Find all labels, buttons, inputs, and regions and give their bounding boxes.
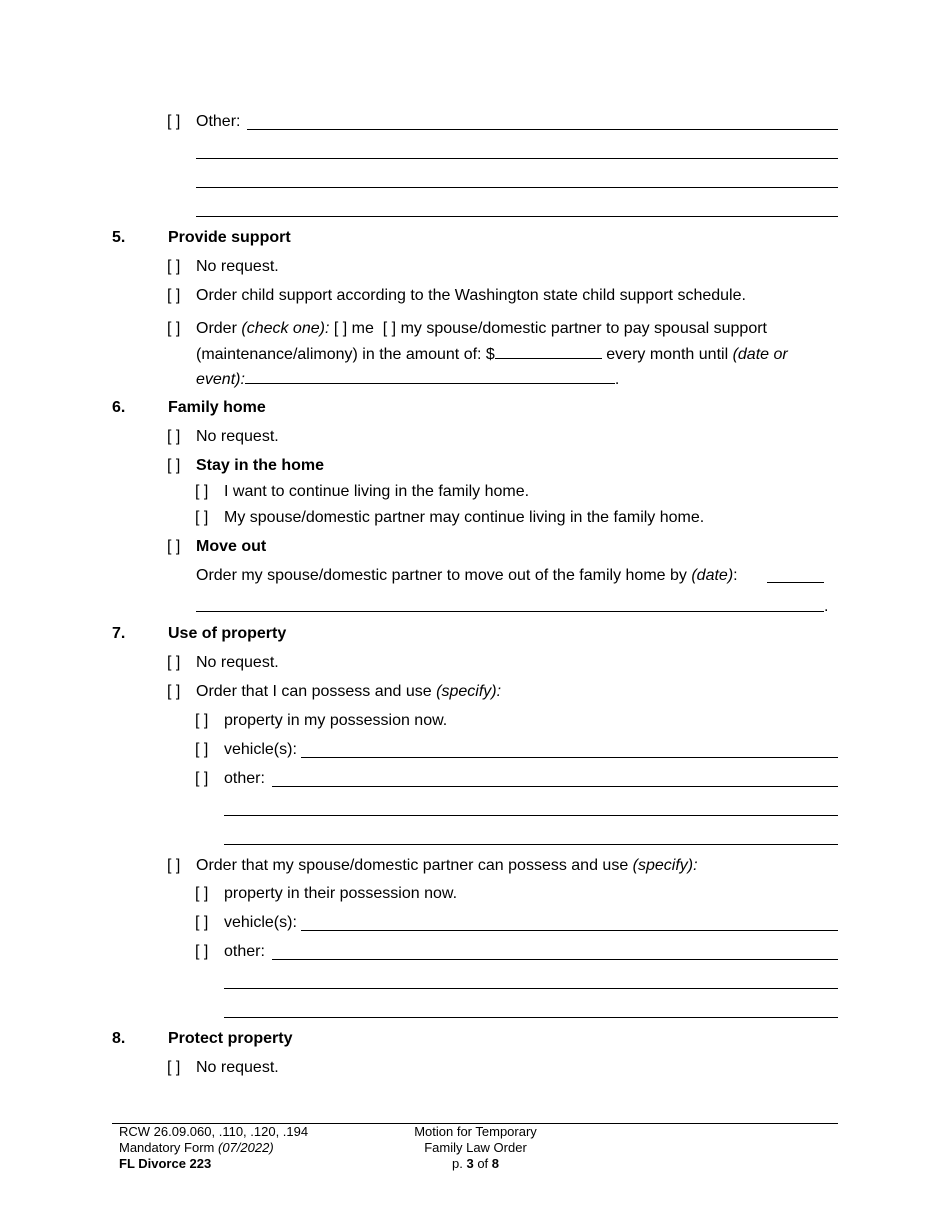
me-vehicles-field[interactable] [301, 757, 838, 758]
me-other-field-2[interactable] [224, 815, 838, 816]
date-label: (date) [691, 567, 734, 584]
me-other-field-3[interactable] [224, 844, 838, 845]
checkbox-spouse-property[interactable]: [ ] [195, 885, 209, 902]
move-out-period: . [824, 598, 829, 615]
other-label: Other: [196, 113, 241, 130]
other-line-4[interactable] [196, 216, 838, 217]
checkbox-s8-no-request[interactable]: [ ] [167, 1059, 181, 1076]
i-continue-text: I want to continue living in the family home. [224, 483, 530, 500]
checkbox-spouse-other[interactable]: [ ] [195, 943, 209, 960]
footer-title-2: Family Law Order [424, 1140, 527, 1155]
footer-form-id: FL Divorce 223 [119, 1156, 212, 1171]
me-label: me [351, 320, 374, 337]
footer-center [398, 1124, 553, 1172]
other-line-3[interactable] [196, 187, 838, 188]
order-label: Order [196, 320, 237, 337]
footer-left [119, 1124, 308, 1172]
s5-no-request: No request. [196, 258, 279, 275]
checkbox-i-continue[interactable]: [ ] [195, 483, 209, 500]
checkbox-s5-no-request[interactable]: [ ] [167, 258, 181, 275]
footer-rcw: RCW 26.09.060, .110, .120, .194 [119, 1124, 309, 1139]
spouse-vehicles-label: vehicle(s): [224, 914, 297, 931]
footer-mandatory: Mandatory Form (07/2022) [119, 1140, 274, 1155]
checkbox-s6-no-request[interactable]: [ ] [167, 428, 181, 445]
checkbox-me-other[interactable]: [ ] [195, 770, 209, 787]
checkbox-move-out[interactable]: [ ] [167, 538, 181, 555]
move-out-date-line-2[interactable] [196, 611, 824, 612]
child-support-text: Order child support according to the Washington state child support schedule. [196, 287, 746, 304]
checkbox-child-support[interactable]: [ ] [167, 287, 181, 304]
amount-field[interactable] [495, 344, 602, 359]
checkbox-spouse-possess[interactable]: [ ] [167, 857, 181, 874]
section-5-title: Provide support [168, 229, 291, 246]
checkbox-spousal-support[interactable]: [ ] [167, 320, 181, 337]
spousal-support-line2 [196, 344, 788, 364]
me-possess-line [196, 682, 501, 701]
spouse-vehicles-field[interactable] [301, 930, 838, 931]
every-month-label: every month until [606, 346, 729, 363]
checkbox-s7-no-request[interactable]: [ ] [167, 654, 181, 671]
colon: : [733, 567, 738, 584]
section-7-number: 7. [112, 625, 126, 642]
spouse-property-text: property in their possession now. [224, 885, 458, 902]
period: . [614, 371, 620, 388]
section-6-title: Family home [168, 399, 266, 416]
spouse-possess-line [196, 856, 698, 875]
spouse-possess-text: Order that my spouse/domestic partner can possess and use [196, 857, 629, 874]
me-vehicles-label: vehicle(s): [224, 741, 297, 758]
s7-no-request: No request. [196, 654, 279, 671]
checkbox-spouse-continue[interactable]: [ ] [195, 509, 209, 526]
move-out-line [196, 566, 738, 585]
check-one-label: (check one): [241, 320, 330, 337]
spouse-pay-label: my spouse/domestic partner to pay spousal support [400, 320, 767, 337]
move-out-text: Order my spouse/domestic partner to move out of the family home by [196, 567, 687, 584]
checkbox-me-property[interactable]: [ ] [195, 712, 209, 729]
checkbox-me-possess[interactable]: [ ] [167, 683, 181, 700]
me-other-label: other: [224, 770, 265, 787]
footer-page: p. 3 of 8 [451, 1156, 500, 1171]
maintenance-amount-label: (maintenance/alimony) in the amount of: $ [196, 346, 495, 363]
move-out-date-field[interactable] [767, 582, 824, 583]
me-property-text: property in my possession now. [224, 712, 448, 729]
s6-no-request: No request. [196, 428, 279, 445]
move-out-label: Move out [196, 538, 267, 555]
checkbox-me-vehicles[interactable]: [ ] [195, 741, 209, 758]
spousal-support-line3 [196, 369, 619, 389]
section-7-title: Use of property [168, 625, 287, 642]
spousal-support-line1 [196, 319, 767, 338]
section-8-number: 8. [112, 1030, 126, 1047]
me-other-field-1[interactable] [272, 786, 838, 787]
checkbox-spouse-pay[interactable]: [ ] [382, 320, 397, 337]
date-or-label: (date or [732, 346, 788, 363]
other-line-2[interactable] [196, 158, 838, 159]
section-6-number: 6. [112, 399, 126, 416]
specify-label: (specify): [436, 683, 502, 700]
date-event-field[interactable] [245, 369, 615, 384]
footer-title-1: Motion for Temporary [414, 1124, 537, 1139]
section-5-number: 5. [112, 229, 126, 246]
me-possess-text: Order that I can possess and use [196, 683, 432, 700]
other-line-1[interactable] [247, 129, 838, 130]
spouse-continue-text: My spouse/domestic partner may continue living in the family home. [224, 509, 705, 526]
checkbox-stay-home[interactable]: [ ] [167, 457, 181, 474]
specify-label-2: (specify): [632, 857, 698, 874]
spouse-other-field-1[interactable] [272, 959, 838, 960]
checkbox-other[interactable]: [ ] [167, 113, 181, 130]
checkbox-me[interactable]: [ ] [333, 320, 348, 337]
event-label: event): [196, 371, 245, 388]
stay-home-label: Stay in the home [196, 457, 325, 474]
spouse-other-field-2[interactable] [224, 988, 838, 989]
checkbox-spouse-vehicles[interactable]: [ ] [195, 914, 209, 931]
spouse-other-field-3[interactable] [224, 1017, 838, 1018]
s8-no-request: No request. [196, 1059, 279, 1076]
section-8-title: Protect property [168, 1030, 293, 1047]
spouse-other-label: other: [224, 943, 265, 960]
